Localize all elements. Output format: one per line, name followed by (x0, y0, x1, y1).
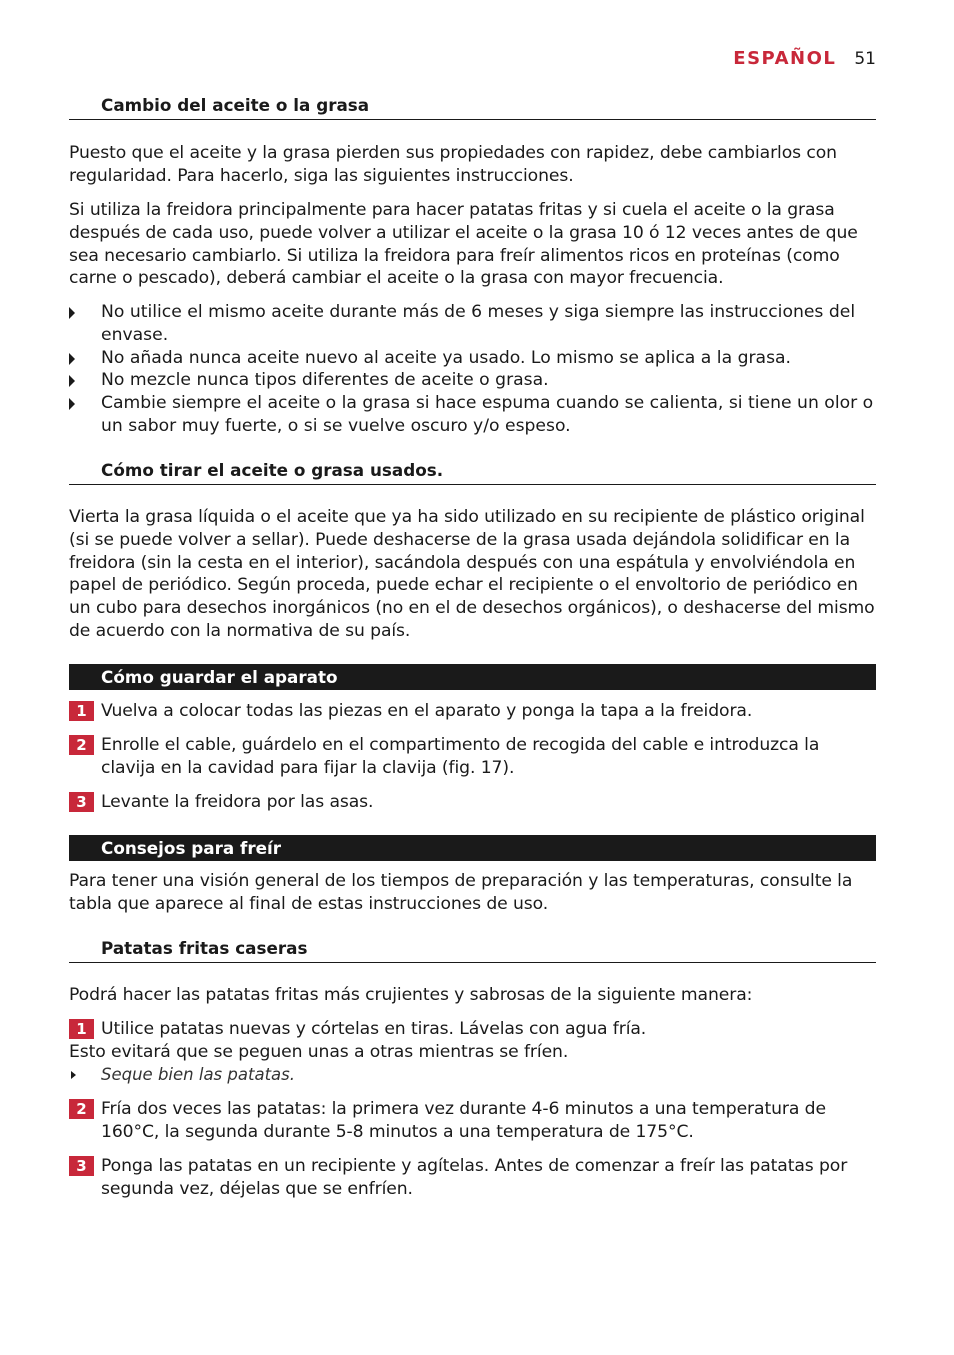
section-title: Cómo guardar el aparato (101, 667, 338, 687)
section-title: Consejos para freír (101, 838, 282, 858)
list-item-text: No mezcle nunca tipos diferentes de aceite o grasa. (101, 370, 549, 391)
list-item (69, 392, 876, 438)
section-title: Cambio del aceite o la grasa (101, 95, 370, 115)
bullet-icon (69, 398, 75, 410)
step-item (69, 791, 876, 814)
section-title: Cómo tirar el aceite o grasa usados. (101, 460, 444, 480)
bullet-icon (69, 307, 75, 319)
section-heading-consejos (69, 835, 876, 861)
list-item (69, 301, 876, 347)
step-number-badge: 2 (69, 1099, 94, 1119)
step-number-badge: 2 (69, 735, 94, 755)
step-text: Fría dos veces las patatas: la primera vez durante 4-6 minutos a una temperatura de 160°C, la segunda durante 5-8 minutos a una temperatura de 175°C. (101, 1099, 826, 1142)
arrow-icon (71, 1071, 76, 1079)
bullet-icon (69, 353, 75, 365)
paragraph: Puesto que el aceite y la grasa pierden sus propiedades con rapidez, debe cambiarlos con regularidad. Para hacerlo, siga las siguientes instrucciones. (69, 143, 837, 186)
step-text: Vuelva a colocar todas las piezas en el aparato y ponga la tapa a la freidora. (101, 701, 753, 721)
list-item (69, 347, 876, 370)
section-title: Patatas fritas caseras (101, 938, 308, 958)
step-text: Levante la freidora por las asas. (101, 792, 374, 812)
page-header (733, 48, 876, 69)
paragraph: Podrá hacer las patatas fritas más crujientes y sabrosas de la siguiente manera: (69, 985, 753, 1005)
bullet-list (69, 301, 876, 438)
tip-item (69, 1064, 876, 1086)
step-text: Utilice patatas nuevas y córtelas en tiras. Lávelas con agua fría. (101, 1019, 647, 1039)
language-label: ESPAÑOL (733, 48, 837, 69)
step-number-badge: 3 (69, 1156, 94, 1176)
paragraph: Si utiliza la freidora principalmente para hacer patatas fritas y si cuela el aceite o la grasa después de cada uso, puede volver a utilizar el aceite o la grasa 10 ó 12 veces antes de que sea necesario cambiarlo. Si utiliza la freidora para freír alimentos ricos en proteínas (como carne o pescado), deberá cambiar el aceite o la grasa con mayor frecuencia. (69, 200, 858, 289)
step-number-badge: 3 (69, 792, 94, 812)
step-number-badge: 1 (69, 1019, 94, 1039)
section-heading-cambio (69, 94, 876, 120)
page-number: 51 (854, 49, 876, 69)
step-item (69, 1098, 876, 1144)
step-number-badge: 1 (69, 701, 94, 721)
step-note: Esto evitará que se peguen unas a otras mientras se fríen. (69, 1042, 569, 1062)
section-heading-patatas (69, 937, 876, 963)
step-text: Enrolle el cable, guárdelo en el compartimento de recogida del cable e introduzca la clavija en la cavidad para fijar la clavija (fig. 17). (101, 735, 820, 778)
list-item (69, 369, 876, 392)
step-item (69, 734, 876, 780)
step-item (69, 1155, 876, 1201)
tip-text: Seque bien las patatas. (101, 1065, 295, 1084)
step-text: Ponga las patatas en un recipiente y agítelas. Antes de comenzar a freír las patatas por segunda vez, déjelas que se enfríen. (101, 1156, 848, 1199)
section-heading-tirar (69, 459, 876, 485)
list-item-text: Cambie siempre el aceite o la grasa si hace espuma cuando se calienta, si tiene un olor o un sabor muy fuerte, o si se vuelve oscuro y/o espeso. (101, 393, 874, 436)
paragraph: Para tener una visión general de los tiempos de preparación y las temperaturas, consulte la tabla que aparece al final de estas instrucciones de uso. (69, 871, 853, 914)
paragraph: Vierta la grasa líquida o el aceite que ya ha sido utilizado en su recipiente de plástico original (si se puede volver a sellar). Puede deshacerse de la grasa usada dejándola solidificar en la freidora (sin la cesta en el interior), sacándola después con una espátula y envolviéndola en papel de periódico. Según proceda, puede echar el recipiente o el envoltorio de periódico en un cubo para desechos inorgánicos (no en el de desechos orgánicos), o deshacerse del mismo de acuerdo con la normativa de su país. (69, 507, 875, 641)
step-item (69, 1018, 876, 1041)
section-heading-guardar (69, 664, 876, 690)
list-item-text: No añada nunca aceite nuevo al aceite ya usado. Lo mismo se aplica a la grasa. (101, 347, 792, 368)
bullet-icon (69, 375, 75, 387)
step-item (69, 700, 876, 723)
list-item-text: No utilice el mismo aceite durante más de 6 meses y siga siempre las instrucciones del envase. (101, 302, 856, 345)
